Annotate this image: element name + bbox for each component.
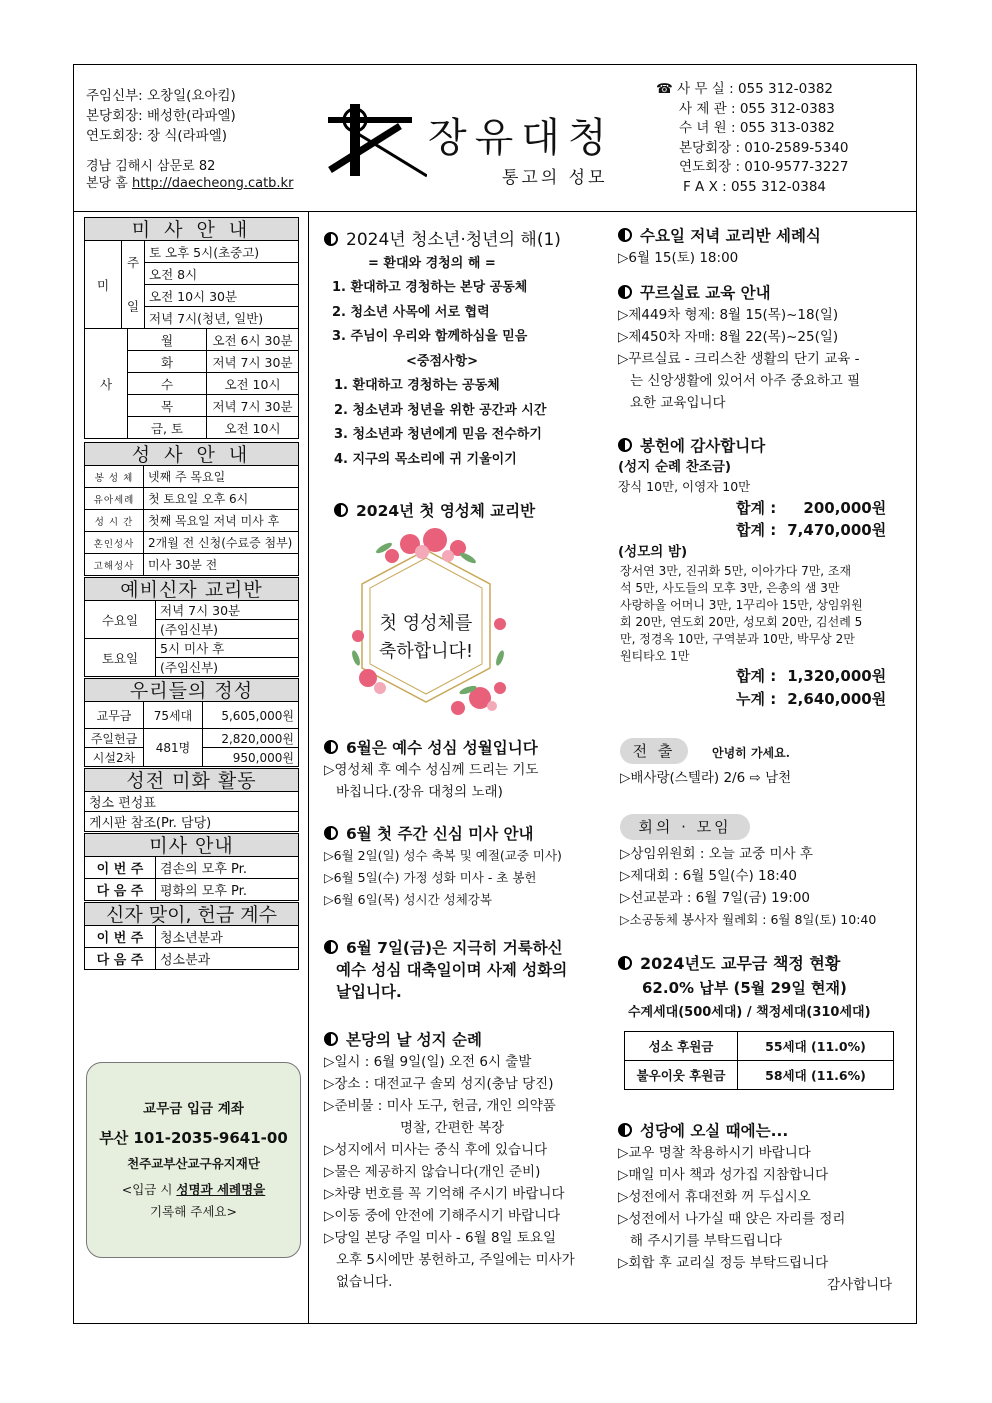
donation-sub-2: (성모의 밤) — [618, 544, 688, 560]
bank-note-1: <입금 시 성명과 세례명을 — [121, 1182, 266, 1197]
sunday-mass-0: 토 오후 5시(초중고) — [145, 241, 299, 263]
offering-label-parish: 교무금 — [85, 702, 144, 729]
weekday-0: 월 — [128, 329, 207, 351]
youth-item-0: 1. 환대하고 경청하는 본당 공동체 — [332, 280, 528, 295]
catechumen-who-0: (주임신부) — [156, 620, 299, 639]
youth-focus: <중점사항> — [406, 353, 479, 369]
youth-year-motto: = 환대와 경청의 해 = — [368, 256, 496, 271]
catechumen-day-0: 수요일 — [85, 601, 156, 639]
sacred-heart-feast: 6월 7일(금)은 지극히 거룩하신 예수 성심 대축일이며 사제 성화의 날입니다. — [324, 937, 567, 1003]
cursillo-item-4: 요한 교육입니다 — [630, 395, 726, 411]
greeters-label-1: 다 음 주 — [85, 948, 156, 970]
pilgrimage-section — [324, 1029, 575, 1293]
half-circle-icon — [324, 826, 338, 840]
youth-item-1: 2. 청소년 사목에 서로 협력 — [332, 304, 490, 320]
mass-col-sunday: 주 일 — [122, 241, 145, 329]
donation-section — [618, 435, 908, 711]
greeters-value-0: 청소년분과 — [156, 926, 299, 948]
cursillo-title: 꾸르실료 교육 안내 — [640, 284, 771, 302]
bank-note-2: 기록해 주세요> — [150, 1204, 237, 1219]
phone-list — [656, 80, 849, 198]
support-label-0: 성소 후원금 — [625, 1032, 738, 1061]
bank-title: 교무금 입금 계좌 — [143, 1101, 244, 1117]
half-circle-icon — [324, 740, 338, 754]
baptism-title: 수요일 저녁 교리반 세례식 — [640, 227, 821, 245]
pilgrimage-item-6: ▷차량 번호를 꼭 기억해 주시기 바랍니다 — [324, 1186, 565, 1202]
sacrament-value-2: 첫째 목요일 저녁 미사 후 — [144, 510, 299, 532]
offering-count-sunday: 481명 — [144, 729, 203, 767]
pilgrimage-title: 본당의 날 성지 순례 — [346, 1031, 482, 1049]
half-circle-icon — [324, 232, 338, 246]
parish-fee-rate: 62.0% 납부 (5월 29일 현재) — [642, 979, 847, 997]
altar-line-0: 청소 편성표 — [85, 792, 299, 812]
mass-duty-value-1: 평화의 모후 Pr. — [156, 879, 299, 901]
etiquette-section — [618, 1120, 845, 1274]
parish-fee-households: 수계세대(500세대) / 책정세대(310세대) — [628, 1005, 871, 1020]
pilgrimage-item-4: ▷성지에서 미사는 중식 후에 있습니다 — [324, 1142, 548, 1158]
pilgrimage-item-3: 명찰, 간편한 복장 — [400, 1120, 505, 1136]
mass-guide-title: 미 사 안 내 — [84, 217, 299, 241]
etiquette-title: 성당에 오실 때에는... — [640, 1122, 789, 1140]
pilgrimage-item-10: 없습니다. — [336, 1274, 393, 1290]
transfer-badge: 전 출 — [620, 738, 688, 764]
baptism-line: ▷6월 15(토) 18:00 — [618, 250, 739, 266]
weekday-1: 화 — [128, 351, 207, 373]
catechumen-time-0: 저녁 7시 30분 — [156, 601, 299, 620]
greeters-label-0: 이 번 주 — [85, 926, 156, 948]
pastor: 주임신부: 오창일(요아킴) — [86, 88, 236, 104]
donation-line-1: 장식 10만, 이영자 10만 — [618, 479, 751, 494]
etiquette-item-1: ▷매일 미사 책과 성가집 지참합니다 — [618, 1167, 829, 1183]
transfer-line: ▷배사랑(스텔라) 2/6 ⇨ 남천 — [620, 770, 792, 786]
cursillo-section — [618, 282, 860, 414]
offering-amount-sunday: 2,820,000원 — [203, 729, 299, 748]
catechumen-title: 예비신자 교리반 — [84, 577, 299, 601]
first-week-item-0: ▷6월 2일(일) 성수 축복 및 예절(교중 미사) — [324, 848, 562, 863]
sacred-heart-line-1: ▷영성체 후 예수 성심께 드리는 기도 — [324, 762, 539, 778]
half-circle-icon — [324, 1032, 338, 1046]
sunday-mass-2: 오전 10시 30분 — [145, 285, 299, 307]
support-label-1: 불우이웃 후원금 — [625, 1061, 738, 1090]
mass-duty-label-0: 이 번 주 — [85, 857, 156, 879]
sacrament-label-3: 혼인성사 — [85, 532, 144, 554]
sacrament-value-0: 넷째 주 목요일 — [144, 466, 299, 488]
sacrament-value-1: 첫 토요일 오후 6시 — [144, 488, 299, 510]
bank-holder: 천주교부산교구유지재단 — [127, 1156, 260, 1171]
first-week-item-2: ▷6월 6일(목) 성시간 성체강복 — [324, 892, 492, 907]
donation-total-1: 합계 : 200,000원 — [736, 499, 887, 517]
focus-item-0: 1. 환대하고 경청하는 공동체 — [334, 378, 500, 393]
focus-item-3: 4. 지구의 목소리에 귀 기울이기 — [334, 451, 517, 467]
cursillo-item-1: ▷제450차 자매: 8월 22(목)~25(일) — [618, 329, 839, 345]
offering-amount-facility: 950,000원 — [203, 748, 299, 767]
offering-label-sunday: 주일헌금 — [85, 729, 144, 748]
weekday-3: 목 — [128, 395, 207, 417]
donation-cum-2: 누계 : 2,640,000원 — [736, 690, 887, 708]
mass-duty-title: 미사 안내 — [84, 833, 299, 857]
pilgrimage-item-5: ▷물은 제공하지 않습니다(개인 준비) — [324, 1164, 541, 1180]
first-communion-title: 2024년 첫 영성체 교리반 — [356, 502, 536, 520]
parish-fee-section — [618, 953, 894, 1090]
pilgrimage-item-0: ▷일시 : 6월 9일(일) 오전 6시 출발 — [324, 1054, 532, 1070]
homepage-link[interactable]: http://daecheong.catb.kr — [131, 176, 294, 191]
phone-office: ☎ 사 무 실 : 055 312-0382 — [656, 81, 833, 97]
etiquette-item-5: ▷회합 후 교리실 정등 부탁드립니다 — [618, 1255, 829, 1271]
phone-convent: 수 녀 원 : 055 313-0382 — [679, 120, 835, 137]
parish-president: 본당회장: 배성한(라파엘) — [86, 108, 236, 124]
cross-logo-icon — [322, 98, 427, 180]
cursillo-item-3: 는 신앙생활에 있어서 아주 중요하고 필 — [630, 373, 861, 389]
sacred-heart-title: 6월은 예수 성심 성월입니다 — [346, 739, 538, 757]
half-circle-icon — [334, 503, 348, 517]
wreath-line-2: 축하합니다! — [378, 641, 474, 662]
cursillo-item-0: ▷제449차 형제: 8월 15(목)~18(일) — [618, 307, 839, 323]
mass-col-mi: 미 — [85, 241, 122, 329]
meetings-badge: 회의 · 모임 — [620, 814, 750, 840]
cursillo-item-2: ▷꾸르실료 - 크리스찬 생활의 단기 교육 - — [618, 351, 860, 367]
wreath-line-1: 첫 영성체를 — [379, 613, 473, 634]
offering-label-facility: 시설2차 — [85, 748, 144, 767]
pilgrimage-item-8: ▷당일 본당 주일 미사 - 6월 8일 토요일 — [324, 1230, 557, 1246]
youth-year-section — [324, 228, 561, 472]
etiquette-item-2: ▷성전에서 휴대전화 꺼 두십시오 — [618, 1189, 811, 1205]
parish-fee-title: 2024년도 교무금 책정 현황 — [640, 954, 841, 973]
sacrament-value-3: 2개월 전 신청(수료증 첨부) — [144, 532, 299, 554]
half-circle-icon — [618, 956, 632, 970]
phone-rectory: 사 제 관 : 055 312-0383 — [679, 100, 835, 117]
meeting-item-0: ▷상임위원회 : 오늘 교중 미사 후 — [620, 846, 813, 862]
phone-fax: F A X : 055 312-0384 — [683, 178, 827, 195]
bulletin-title: 장유대청 — [428, 115, 615, 161]
address: 경남 김해시 삼문로 82 — [86, 159, 216, 174]
feast-line-2: 예수 성심 대축일이며 사제 성화의 — [336, 961, 568, 979]
donation-total-2: 합계 : 1,320,000원 — [736, 667, 887, 685]
baptism-section — [618, 225, 821, 269]
support-value-1: 58세대 (11.6%) — [738, 1061, 894, 1090]
half-circle-icon — [618, 228, 632, 242]
altar-title: 성전 미화 활동 — [84, 768, 299, 792]
etiquette-item-4: 해 주시기를 부탁드립니다 — [630, 1233, 783, 1249]
donation-sub-1: (성지 순례 찬조금) — [618, 459, 732, 475]
weekday-time-1: 저녁 7시 30분 — [207, 351, 299, 373]
phone-prayer: 연도회장 : 010-9577-3227 — [679, 159, 849, 176]
greeters-title: 신자 맞이, 헌금 계수 — [84, 902, 299, 926]
phone-president: 본당회장 : 010-2589-5340 — [679, 139, 849, 156]
donation-title: 봉헌에 감사합니다 — [640, 437, 766, 455]
half-circle-icon — [618, 438, 632, 452]
donation-donors: 장서연 3만, 진귀화 5만, 이아가다 7만, 조재 석 5만, 사도들의 모후 3만, 은총의 샘 3만 사랑하올 어머니 3만, 1꾸리아 15만, 상임위원 회 20만, 연도회 20만, 성모회 20만, 김선례 5 만, 정경옥 10만, 구역분과 10만, 박무상 2만 원티타오 1만 — [620, 564, 863, 663]
sacrament-label-0: 봉 성 체 — [85, 466, 144, 488]
half-circle-icon — [618, 285, 632, 299]
first-communion-title-row — [334, 500, 535, 522]
pilgrimage-item-1: ▷장소 : 대전교구 솔뫼 성지(충남 당진) — [324, 1076, 554, 1092]
bulletin-subtitle: 통고의 성모 — [502, 168, 608, 188]
homepage-label: 본당 홈 — [86, 176, 128, 191]
mass-duty-value-0: 겸손의 모후 Pr. — [156, 857, 299, 879]
weekday-time-3: 저녁 7시 30분 — [207, 395, 299, 417]
mass-guide — [84, 217, 299, 970]
first-week-section — [324, 823, 562, 911]
address-block — [86, 158, 293, 192]
half-circle-icon — [618, 1123, 632, 1137]
weekday-2: 수 — [128, 373, 207, 395]
catechumen-time-1: 5시 미사 후 — [156, 639, 299, 658]
support-table — [624, 1031, 894, 1090]
sunday-mass-3: 저녁 7시(청년, 일반) — [145, 307, 299, 329]
weekday-time-0: 오전 6시 30분 — [207, 329, 299, 351]
sacrament-label-1: 유아세례 — [85, 488, 144, 510]
header-left — [86, 86, 236, 146]
pilgrimage-item-7: ▷이동 중에 안전에 기해주시기 바랍니다 — [324, 1208, 561, 1224]
greeters-value-1: 성소분과 — [156, 948, 299, 970]
weekday-time-2: 오전 10시 — [207, 373, 299, 395]
pilgrimage-item-2: ▷준비물 : 미사 도구, 헌금, 개인 의약품 — [324, 1098, 556, 1114]
column-divider — [308, 211, 309, 1324]
offering-title: 우리들의 정성 — [84, 678, 299, 702]
catechumen-who-1: (주임신부) — [156, 658, 299, 677]
prayer-president: 연도회장: 장 식(라파엘) — [86, 128, 228, 144]
support-value-0: 55세대 (11.0%) — [738, 1032, 894, 1061]
bank-account-box — [86, 1062, 301, 1258]
etiquette-item-0: ▷교우 명찰 착용하시기 바랍니다 — [618, 1145, 811, 1161]
meeting-item-3: ▷소공동체 봉사자 월례회 : 6월 8일(토) 10:40 — [620, 912, 877, 927]
meeting-item-1: ▷제대회 : 6월 5일(수) 18:40 — [620, 868, 797, 884]
pilgrimage-item-9: 오후 5시에만 봉헌하고, 주일에는 미사가 — [336, 1252, 575, 1268]
youth-item-2: 3. 주님이 우리와 함께하심을 믿음 — [332, 329, 528, 344]
sacraments-title: 성 사 안 내 — [84, 442, 299, 466]
sunday-mass-1: 오전 8시 — [145, 263, 299, 285]
first-week-item-1: ▷6월 5일(수) 가정 성화 미사 - 초 봉헌 — [324, 870, 537, 885]
etiquette-item-3: ▷성전에서 나가실 때 앉은 자리를 정리 — [618, 1211, 846, 1227]
mass-col-sa: 사 — [85, 329, 128, 439]
focus-item-2: 3. 청소년과 청년에게 믿음 전수하기 — [334, 427, 542, 442]
etiquette-closing: 감사합니다 — [827, 1277, 893, 1293]
offering-amount-parish: 5,605,000원 — [203, 702, 299, 729]
header-divider — [73, 211, 917, 212]
focus-item-1: 2. 청소년과 청년을 위한 공간과 시간 — [334, 402, 547, 418]
sacred-heart-line-2: 바칩니다.(장유 대청의 노래) — [336, 784, 503, 800]
first-week-title: 6월 첫 주간 신심 미사 안내 — [346, 825, 534, 843]
altar-line-1: 게시판 참조(Pr. 담당) — [85, 812, 299, 832]
meeting-item-2: ▷선교분과 : 6월 7일(금) 19:00 — [620, 890, 810, 906]
weekday-4: 금, 토 — [128, 417, 207, 439]
offering-count-parish: 75세대 — [144, 702, 203, 729]
wreath-text — [376, 610, 476, 666]
sacrament-label-2: 성 시 간 — [85, 510, 144, 532]
feast-line-3: 날입니다. — [336, 983, 402, 1001]
sacrament-value-4: 미사 30분 전 — [144, 554, 299, 576]
sacrament-label-4: 고해성사 — [85, 554, 144, 576]
weekday-time-4: 오전 10시 — [207, 417, 299, 439]
half-circle-icon — [324, 940, 338, 954]
bank-account: 부산 101-2035-9641-00 — [99, 1129, 288, 1147]
transfer-note: 안녕히 가세요. — [712, 746, 790, 760]
meetings-list — [620, 843, 876, 931]
donation-cum-1: 합계 : 7,470,000원 — [736, 521, 887, 539]
mass-duty-label-1: 다 음 주 — [85, 879, 156, 901]
catechumen-day-1: 토요일 — [85, 639, 156, 677]
sacred-heart-section — [324, 737, 538, 803]
youth-year-title: 2024년 청소년·청년의 해(1) — [346, 230, 561, 250]
